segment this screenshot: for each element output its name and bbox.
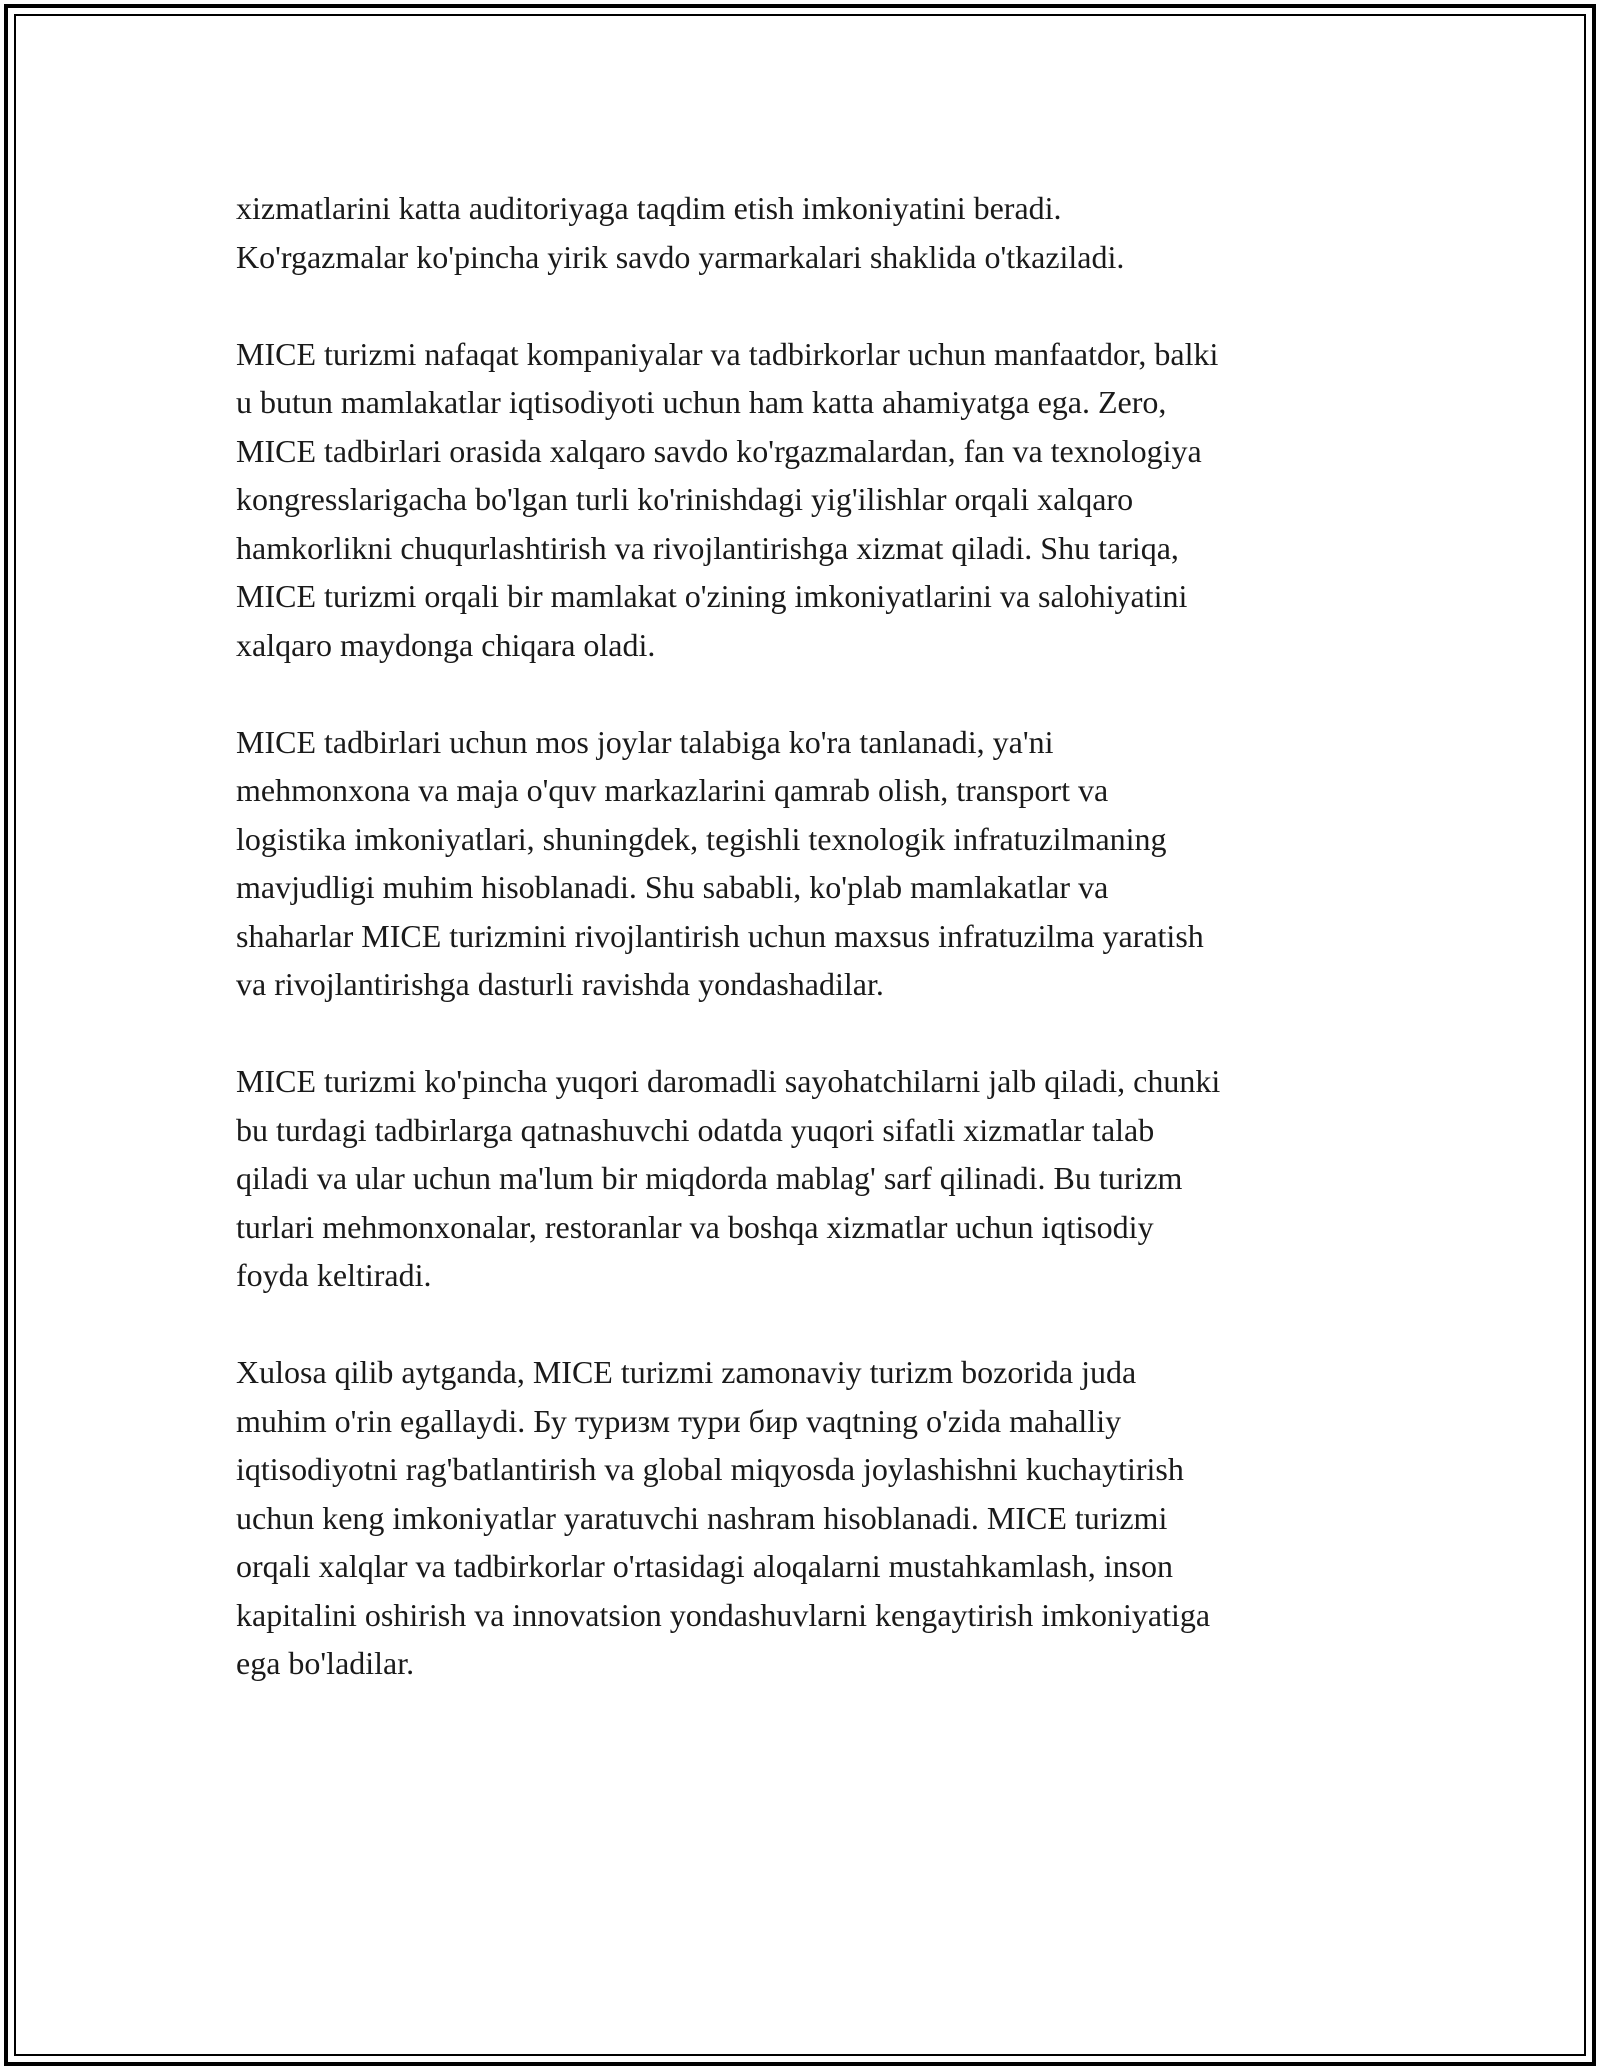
text-line: mavjudligi muhim hisoblanadi. Shu sababli, ko'plab mamlakatlar va xyxy=(236,869,1109,905)
text-line: orqali xalqlar va tadbirkorlar o'rtasidagi aloqalarni mustahkamlash, inson xyxy=(236,1548,1174,1584)
text-line: turlari mehmonxonalar, restoranlar va boshqa xizmatlar uchun iqtisodiy xyxy=(236,1208,1154,1245)
document-body xyxy=(236,184,1366,1736)
text-line: kapitalini oshirish va innovatsion yondashuvlarni kengaytirish imkoniyatiga xyxy=(236,1596,1211,1633)
text-line: u butun mamlakatlar iqtisodiyoti uchun ham katta ahamiyatga ega. Zero, xyxy=(236,384,1167,420)
text-line: hamkorlikni chuqurlashtirish va rivojlantirishga xizmat qiladi. Shu tariqa, xyxy=(236,529,1179,566)
paragraph-3 xyxy=(236,718,1366,1009)
text-line: xizmatlarini katta auditoriyaga taqdim etish imkoniyatini beradi. xyxy=(236,190,1062,226)
text-line: MICE turizmi nafaqat kompaniyalar va tadbirkorlar uchun manfaatdor, balki xyxy=(236,335,1219,372)
text-line: foyda keltiradi. xyxy=(236,1257,432,1293)
text-line: MICE turizmi ko'pincha yuqori daromadli sayohatchilarni jalb qiladi, chunki xyxy=(236,1063,1221,1099)
text-line: MICE tadbirlari uchun mos joylar talabiga ko'ra tanlanadi, ya'ni xyxy=(236,723,1054,760)
text-line: va rivojlantirishga dasturli ravishda yondashadilar. xyxy=(236,966,884,1002)
text-line: muhim o'rin egallaydi. Бу туризм тури бир vaqtning o'zida mahalliy xyxy=(236,1402,1122,1439)
text-line: iqtisodiyotni rag'batlantirish va global miqyosda joylashishni kuchaytirish xyxy=(236,1451,1184,1487)
paragraph-5 xyxy=(236,1348,1366,1688)
paragraph-1 xyxy=(236,184,1366,281)
text-line: ega bo'ladilar. xyxy=(236,1645,415,1681)
text-line: shaharlar MICE turizmini rivojlantirish uchun maxsus infratuzilma yaratish xyxy=(236,917,1204,954)
text-line: bu turdagi tadbirlarga qatnashuvchi odatda yuqori sifatli xizmatlar talab xyxy=(236,1111,1155,1148)
paragraph-2 xyxy=(236,330,1366,670)
text-line: mehmonxona va maja o'quv markazlarini qamrab olish, transport va xyxy=(236,772,1109,808)
text-line: kongresslarigacha bo'lgan turli ko'rinishdagi yig'ilishlar orqali xalqaro xyxy=(236,481,1134,517)
text-line: logistika imkoniyatlari, shuningdek, tegishli texnologik infratuzilmaning xyxy=(236,820,1167,857)
text-line: uchun keng imkoniyatlar yaratuvchi nashram hisoblanadi. MICE turizmi xyxy=(236,1499,1168,1536)
text-line: MICE turizmi orqali bir mamlakat o'zining imkoniyatlarini va salohiyatini xyxy=(236,578,1188,614)
paragraph-4 xyxy=(236,1057,1366,1300)
text-line: Ko'rgazmalar ko'pincha yirik savdo yarmarkalari shaklida o'tkaziladi. xyxy=(236,238,1125,275)
text-line: qiladi va ular uchun ma'lum bir miqdorda mablag' sarf qilinadi. Bu turizm xyxy=(236,1160,1183,1196)
text-line: Xulosa qilib aytganda, MICE turizmi zamonaviy turizm bozorida juda xyxy=(236,1354,1137,1390)
text-line: MICE tadbirlari orasida xalqaro savdo ko'rgazmalardan, fan va texnologiya xyxy=(236,432,1202,469)
text-line: xalqaro maydonga chiqara oladi. xyxy=(236,626,656,663)
